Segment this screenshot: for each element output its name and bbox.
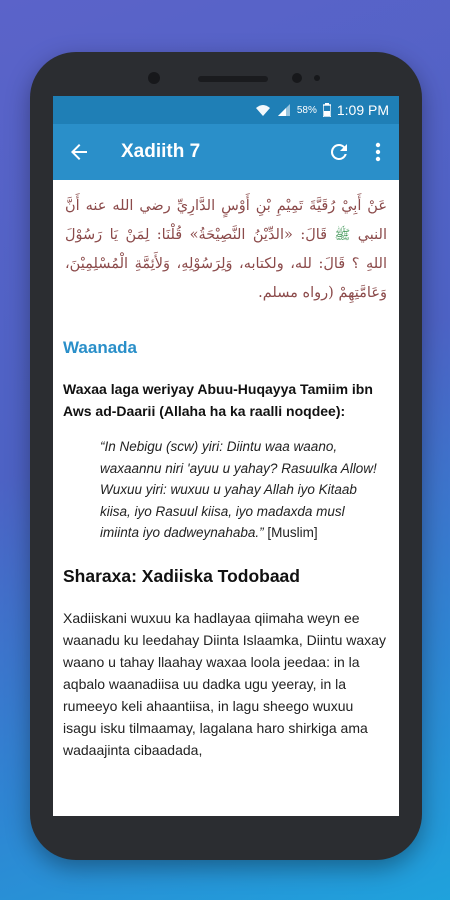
refresh-icon[interactable] [327, 140, 351, 164]
battery-percent: 58% [296, 104, 317, 116]
more-options-icon[interactable] [371, 140, 385, 164]
section-title: Waanada [63, 338, 138, 357]
arabic-text-part1: عَنْ أَبِيْ رُقَيَّةَ تَمِيْمِ بْنِ أَوْسٍ الدَّارِيِّ رضي الله عنه أَنَّ النبي [65, 198, 388, 243]
status-bar [53, 96, 399, 124]
explanation-text: Xadiiskani wuxuu ka hadlayaa qiimaha weyn ee waanadu ku leedahay Diinta Islaamka, Diintu waxay waano u tahay llaahay waxaa loola jeedaa: in la aqbalo waanadiisa uu dadka ugu yeeray, in la rumeeyo keli ahaantiisa, in lagu sheego wuxuu isagu isku tilmaamay, lagalana haro shirkiga ama wadaajinta cibaadada, [63, 609, 386, 758]
hadith-content [53, 192, 399, 761]
salawat-glyph: ﷺ [334, 228, 351, 243]
narrator-intro: Waxaa laga weriyay Abuu-Huqayya Tamiim ibn Aws ad-Daarii (Allaha ha ka raalli noqdee): [63, 381, 373, 419]
light-sensor [314, 75, 320, 81]
explanation-heading: Sharaxa: Xadiiska Todobaad [63, 565, 300, 586]
arabic-hadith-text [63, 192, 389, 308]
clock: 1:09 PM [336, 102, 389, 118]
app-screen [53, 96, 399, 816]
earpiece-speaker [198, 76, 268, 82]
signal-icon [277, 103, 291, 117]
front-camera [148, 72, 160, 84]
battery-icon [323, 103, 331, 117]
arabic-text-part2: قَالَ: «الدِّيْنُ النَّصِيْحَةُ» قُلْنَا: لِمَنْ يَا رَسُوْلَ اللهِ ؟ قَالَ: لله، ولكتابه، وَلِرَسُوْلِهِ، وَلأَئِمَّةِ الْمُسْلِمِيْنَ، وَعَامَّتِهِمْ (رواه مسلم. [65, 227, 387, 301]
hadith-translation [63, 436, 389, 544]
wifi-icon [255, 103, 271, 117]
translation-source: [Muslim] [263, 525, 318, 540]
back-arrow-icon[interactable] [67, 140, 91, 164]
proximity-sensor [292, 73, 302, 83]
translation-text: “In Nebigu (scw) yiri: Diintu waa waano, waxaannu niri 'ayuu u yahay? Rasuulka Allow! Wuxuu yiri: wuxuu u yahay Allah iyo Kitaab kiisa, iyo Rasuul kiisa, iyo madaxda musl imiinta iyo dadweynahaba.” [100, 439, 377, 540]
app-bar [53, 124, 399, 180]
page-title: Xadiith 7 [121, 141, 201, 162]
